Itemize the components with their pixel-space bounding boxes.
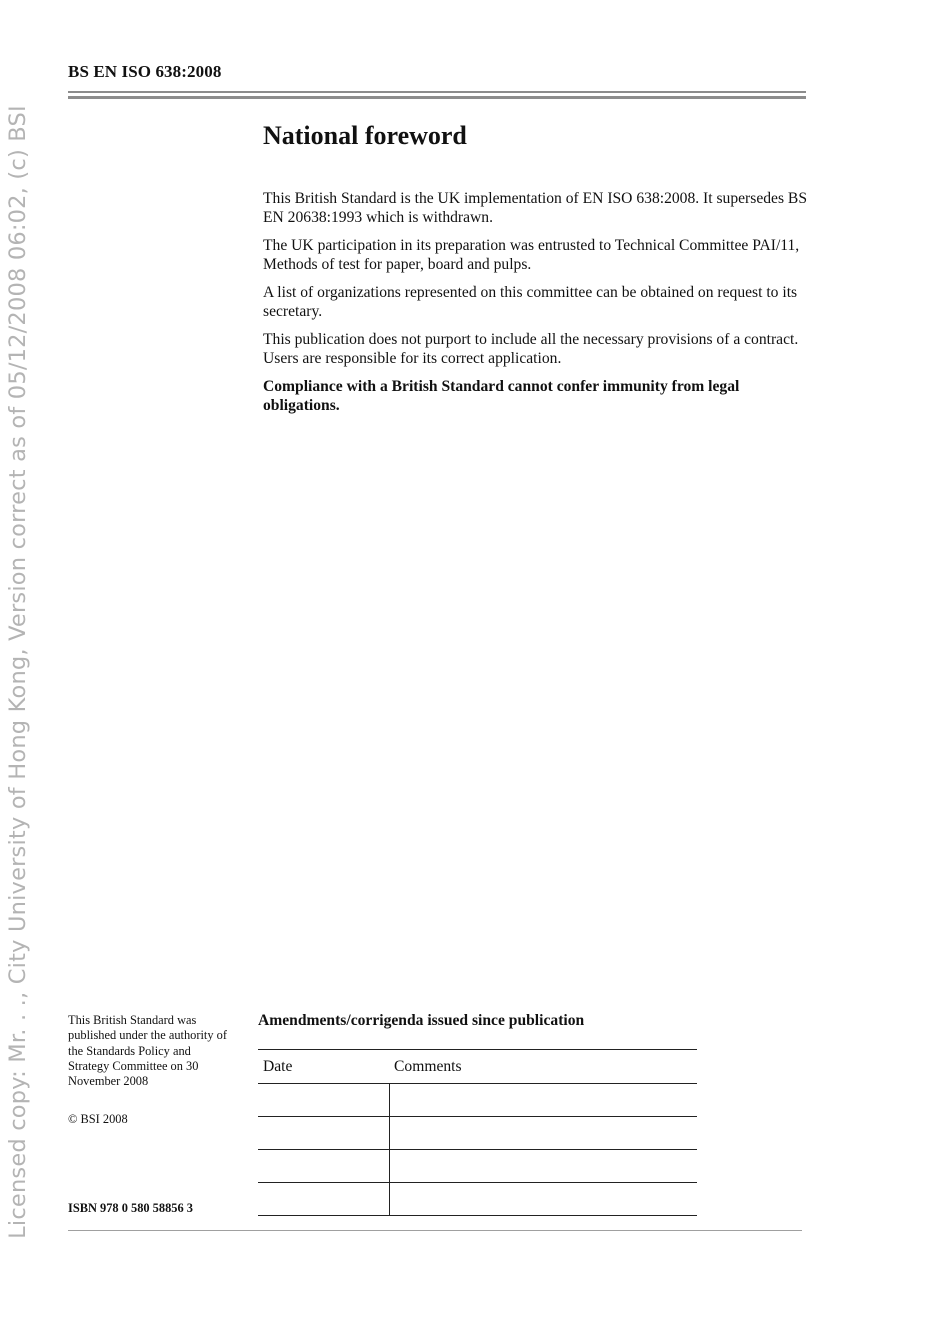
- header-rule-top: [68, 91, 806, 93]
- footer-rule: [68, 1230, 802, 1231]
- page-title: National foreword: [263, 121, 467, 150]
- paragraph-provisions: This publication does not purport to include all the necessary provisions of a contract. Users are responsible for its correct application.: [263, 331, 799, 367]
- comments-cell: [389, 1183, 697, 1216]
- paragraph-compliance: Compliance with a British Standard cannot confer immunity from legal obligations.: [263, 378, 740, 414]
- copyright-notice: © BSI 2008: [68, 1112, 128, 1126]
- amendments-header-row: [258, 1050, 697, 1084]
- table-row: [258, 1084, 697, 1117]
- table-row: [258, 1150, 697, 1183]
- comments-cell: [389, 1084, 697, 1117]
- amendments-title: Amendments/corrigenda issued since publication: [258, 1012, 585, 1029]
- foreword-body: [263, 189, 808, 424]
- date-column-header: Date: [258, 1050, 389, 1084]
- header-rule-bottom: [68, 96, 806, 99]
- paragraph-participation: The UK participation in its preparation was entrusted to Technical Committee PAI/11, Methods of test for paper, board and pulps.: [263, 237, 800, 273]
- paragraph-organizations: A list of organizations represented on this committee can be obtained on request to its secretary.: [263, 284, 798, 320]
- date-cell: [258, 1117, 389, 1150]
- date-cell: [258, 1150, 389, 1183]
- license-watermark: Licensed copy: Mr. . ., City University of Hong Kong, Version correct as of 05/12/2008 06:02, (c) BSI: [5, 105, 31, 1239]
- comments-cell: [389, 1117, 697, 1150]
- table-row: [258, 1183, 697, 1216]
- comments-column-header: Comments: [389, 1050, 697, 1084]
- date-cell: [258, 1183, 389, 1216]
- publication-note: This British Standard was published under the authority of the Standards Policy and Strategy Committee on 30 November 2008: [68, 1013, 227, 1089]
- amendments-table: [258, 1049, 697, 1216]
- comments-cell: [389, 1150, 697, 1183]
- table-row: [258, 1117, 697, 1150]
- date-cell: [258, 1084, 389, 1117]
- paragraph-implementation: This British Standard is the UK implementation of EN ISO 638:2008. It supersedes BS EN 20638:1993 which is withdrawn.: [263, 190, 807, 226]
- isbn: ISBN 978 0 580 58856 3: [68, 1201, 193, 1215]
- document-number: BS EN ISO 638:2008: [68, 62, 222, 81]
